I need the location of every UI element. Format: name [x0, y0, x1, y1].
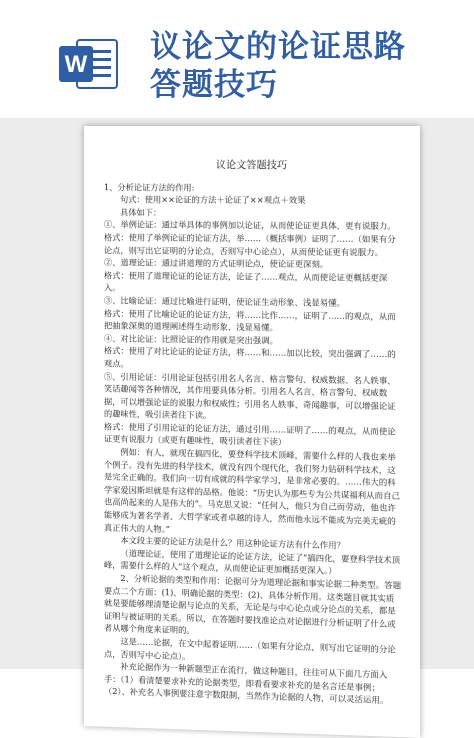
document-paragraph: ④、对比论证：比照论证的作用就是突出强调。 — [103, 332, 278, 346]
document-paragraph: ⑤、引用论证：引用论证包括引用名人名言、格言警句、权威数据、名人轶事、笑话趣闻等各种情况，其作用要具体分析。引用名人名言、格言警句、权威数据，可以增强论证的说服力和权威性；引用名人轶事、奇闻趣事，可以增强论证的趣味性，吸引读者往下读。 — [103, 370, 396, 421]
document-paragraph: 1、分析论证方法的作用: — [103, 181, 195, 193]
document-body — [84, 126, 420, 708]
document-paragraph: 格式：使用了引用论证的论证方法，通过引用……证明了……的观点，从而使论证更有说服力（或更有趣味性，吸引读者往下读） — [103, 421, 396, 448]
document-paragraph: 2、分析论据的类型和作用：论据可分为道理论据和事实论据二种类型。答题要点二个方面：(1)、明确论据的类型：(2)、具体分析作用。这类题目就其实质就是要能够理清楚论据与论点的关系，无论是与中心论点或分论点的关系，都是证明与被证明的关系。所以，在答题时要找准论点对论据进行分析证明了什么或者从哪个角度来证明的。 — [103, 572, 402, 636]
banner-title-line2: 答题技巧 — [150, 67, 278, 103]
document-paragraph: 句式：使用××论证的方法＋论证了××观点＋效果 — [120, 194, 306, 206]
document-paragraph: 这是……论据，在文中起着证明……（如果有分论点，则写出它证明的分论点，否则写中心论点）。 — [103, 636, 396, 661]
document-paragraph: 例如：有人，就现在搞四化，要登科学技术顶峰，需要什么样的人我也来举个例子。没有先进的科学技术，就没有四个现代化，我们努力钻研科学技术，这是完全正确的。我们向一切有成就的科学家学习，是非常必要的。……伟大的科学家爱因斯坦就是有这样的品格。他说：“历史认为那些专为公共谋福利从而自己也高尚起来的人是伟大的”。马克思又说：“任何人，他只为自己而劳动，他也许能够成为著名学者、大哲学家或者卓越的诗人，然而他永远不能成为完美无疵的真正伟大的人物。” — [103, 446, 401, 534]
document-paragraph: ③、比喻论证：通过比喻进行证明，使论证生动形象、浅显易懂。 — [103, 295, 346, 308]
word-logo-icon — [59, 36, 119, 92]
document-page — [84, 126, 420, 738]
document-paragraph: 本文段主要的论证方法是什么？用这种论证方法有什么作用？ — [120, 535, 346, 551]
document-paragraph: 格式：使用了道理论证的论证方法，论证了……观点，从而使论证更概括更深入。 — [103, 269, 388, 293]
document-paragraph: 格式：使用了对比论证的论证方法，将……和……加以比较，突出强调了……的观点。 — [103, 345, 396, 369]
document-paragraph: ①、举例论证：通过举具体的事例加以论证，从而使论证更具体、更有说服力。 — [103, 219, 396, 232]
document-paragraph: （道理论证，使用了道理论证的论证方法，论证了“搞四化，要登科学技术顶峰，需要什么样的人”这个观点，从而使论证更加概括更深入。） — [103, 547, 401, 576]
document-title: 议论文答题技巧 — [215, 160, 288, 172]
document-paragraph: ②、道理论证：通过讲道理的方式证明论点，使论证更深刻。 — [103, 257, 329, 270]
document-paragraph: 格式：使用了举例论证的论证方法，举……（概括事例）证明了……（如果有分论点，则写出它证明的分论点，否则写中心论点），从而使论证更有说服力。 — [103, 232, 396, 257]
document-preview-area — [0, 118, 474, 706]
header-banner — [0, 0, 474, 118]
document-paragraph: 格式：使用了比喻论证的论证方法，将……比作……，证明了……的观点，从而把抽象深奥的道理阐述得生动形象、浅显易懂。 — [103, 307, 396, 333]
document-paragraph: 具体如下： — [120, 206, 162, 218]
banner-title — [150, 28, 470, 104]
document-lines — [104, 181, 401, 708]
word-logo-letter: W — [64, 51, 88, 78]
document-paragraph: 补充论据作为一种新题型正在流行，做这种题目，往往可从下面几方面入手：（1）看清楚要求补充的论据类型，即看看要求补充的是名言还是事例；（2）、补充名人事例要注意字数限制，当然作为论据的人物，可以灵活运用。 — [103, 661, 389, 706]
banner-title-line1: 议论文的论证思路 — [150, 29, 406, 65]
